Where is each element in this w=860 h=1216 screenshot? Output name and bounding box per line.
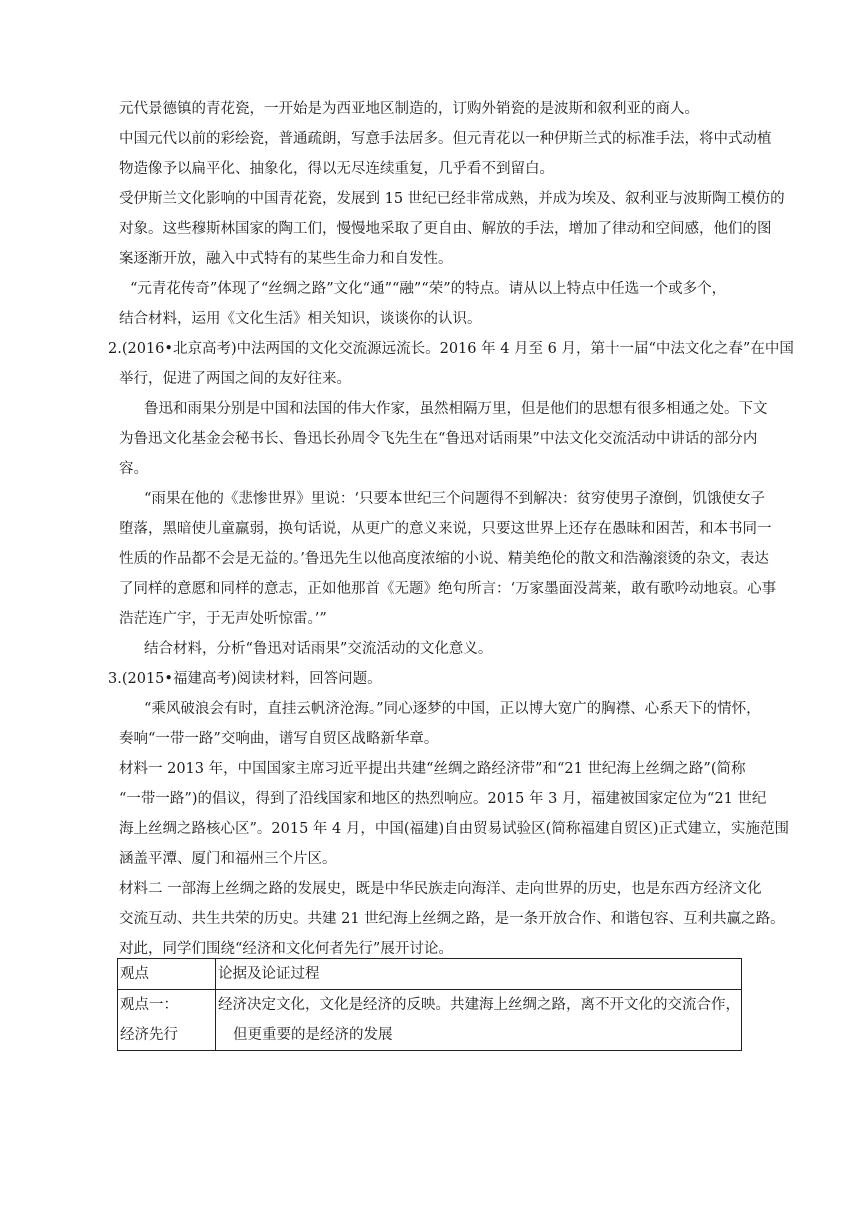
viewpoint-table [117, 958, 742, 1051]
question-prompt-line: 结合材料，运用《文化生活》相关知识，谈谈你的认识。 [119, 311, 482, 327]
quote-line: “雨果在他的《悲惨世界》里说：‘只要本世纪三个问题得不到解决：贫穷使男子潦倒，饥饿使女子 [144, 491, 766, 507]
quote-line: 堕落，黑暗使儿童羸弱，换句话说，从更广的意义来说，只要这世界上还存在愚昧和困苦，和本书同一 [119, 521, 772, 537]
paragraph-line: 元代景德镇的青花瓷，一开始是为西亚地区制造的，订购外销瓷的是波斯和叙利亚的商人。 [119, 101, 699, 117]
paragraph-line: 容。 [119, 461, 148, 477]
cell-text: 经济先行 [120, 1027, 178, 1043]
paragraph-line: 受伊斯兰文化影响的中国青花瓷，发展到 15 世纪已经非常成熟，并成为埃及、叙利亚与波斯陶工模仿的 [119, 191, 785, 207]
material-one-line: 海上丝绸之路核心区”。2015 年 4 月，中国(福建)自由贸易试验区(简称福建自贸区)正式建立，实施范围 [119, 821, 789, 837]
question-2-header: 2.(2016•北京高考)中法两国的文化交流源远流长。2016 年 4 月至 6 月，第十一届“中法文化之春”在中国 [108, 341, 794, 357]
paragraph-line: “乘风破浪会有时，直挂云帆济沧海。”同心逐梦的中国，正以博大宽广的胸襟、心系天下的情怀， [144, 701, 761, 717]
material-two-line: 对此，同学们围绕“经济和文化何者先行”展开讨论。 [119, 941, 453, 957]
paragraph-line: 案逐渐开放，融入中式特有的某些生命力和自发性。 [119, 251, 453, 267]
question-prompt-line: 结合材料，分析“鲁迅对话雨果”交流活动的文化意义。 [144, 641, 493, 657]
quote-line: 性质的作品都不会是无益的。’鲁迅先生以他高度浓缩的小说、精美绝伦的散文和浩瀚滚烫的杂文，表达 [119, 551, 769, 567]
table-header-cell: 观点 [118, 959, 216, 990]
question-prompt-line: “元青花传奇”体现了“丝绸之路”文化“通”“融”“荣”的特点。请从以上特点中任选一个或多个， [130, 281, 727, 297]
material-two-line: 材料二 一部海上丝绸之路的发展史，既是中华民族走向海洋、走向世界的历史，也是东西方经济文化 [119, 881, 762, 897]
material-one-line: 涵盖平潭、厦门和福州三个片区。 [119, 851, 337, 867]
quote-line: 了同样的意愿和同样的意志，正如他那首《无题》绝句所言：‘万家墨面没蒿莱，敢有歌吟动地哀。心事 [119, 581, 777, 597]
cell-text: 但更重要的是经济的发展 [233, 1027, 393, 1043]
paragraph-line: 对象。这些穆斯林国家的陶工们，慢慢地采取了更自由、解放的手法，增加了律动和空间感，他们的图 [119, 221, 772, 237]
paragraph-line: 物造像予以扁平化、抽象化，得以无尽连续重复，几乎看不到留白。 [119, 161, 554, 177]
table-cell [216, 990, 742, 1051]
table-cell [118, 990, 216, 1051]
paragraph-line: 为鲁迅文化基金会秘书长、鲁迅长孙周令飞先生在“鲁迅对话雨果”中法文化交流活动中讲话的部分内 [119, 431, 758, 447]
quote-line: 浩茫连广宇，于无声处听惊雷。’” [119, 611, 327, 627]
material-one-line: “一带一路”)的倡议，得到了沿线国家和地区的热烈响应。2015 年 3 月，福建被国家定位为“21 世纪 [119, 791, 767, 807]
table-header-row [118, 959, 742, 990]
cell-text: 经济决定文化，文化是经济的反映。共建海上丝绸之路，离不开文化的交流合作， [218, 997, 740, 1013]
table-header-cell: 论据及论证过程 [216, 959, 742, 990]
table-row [118, 990, 742, 1051]
paragraph-line: 中国元代以前的彩绘瓷，普通疏朗，写意手法居多。但元青花以一种伊斯兰式的标准手法，将中式动植 [119, 131, 772, 147]
paragraph-line: 奏响“一带一路”交响曲，谱写自贸区战略新华章。 [119, 731, 439, 747]
material-two-line: 交流互动、共生共荣的历史。共建 21 世纪海上丝绸之路，是一条开放合作、和谐包容、互利共赢之路。 [119, 911, 785, 927]
paragraph-line: 鲁迅和雨果分别是中国和法国的伟大作家，虽然相隔万里，但是他们的思想有很多相通之处。下文 [144, 401, 768, 417]
cell-text: 观点一： [120, 997, 178, 1013]
question-3-header: 3.(2015•福建高考)阅读材料，回答问题。 [108, 671, 382, 687]
paragraph-line: 举行，促进了两国之间的友好往来。 [119, 371, 351, 387]
material-one-line: 材料一 2013 年，中国国家主席习近平提出共建“丝绸之路经济带”和“21 世纪海上丝绸之路”(简称 [119, 761, 746, 777]
